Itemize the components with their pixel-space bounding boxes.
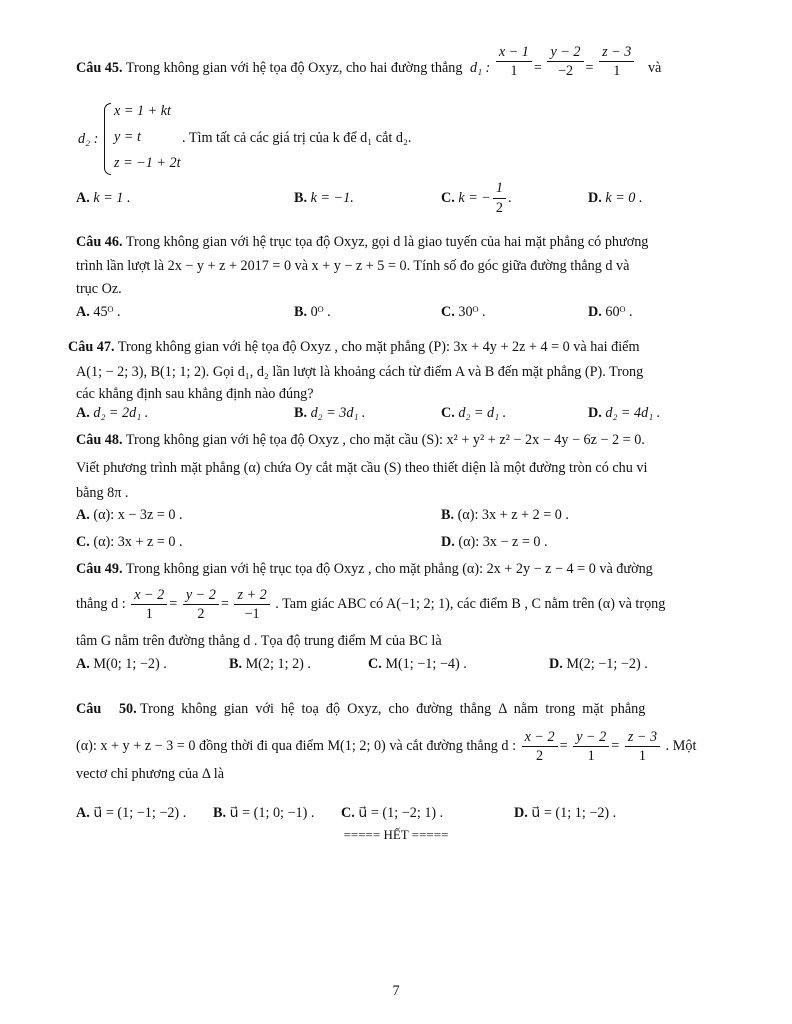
q49-option-d [549, 656, 648, 673]
page-number: 7 [392, 983, 400, 999]
q50-f3-num: z − 3 [625, 729, 660, 747]
q50-line2-suffix: . Một [665, 738, 697, 755]
q50-f3-den: 1 [638, 748, 646, 765]
q46-line1 [76, 234, 648, 250]
q45-d1-f3-num: z − 3 [599, 44, 634, 62]
q49-option-c [368, 656, 467, 673]
q45-option-d-val: k = 0 . [605, 190, 643, 206]
q45-d2-l3: z = −1 + 2t [114, 155, 181, 171]
q48-option-b-val: (α): 3x + z + 2 = 0 . [457, 507, 569, 523]
q45-text2: . Tìm tất cả các giá trị của k để d₁ cắt d₂. [182, 130, 412, 146]
q49-f1-num: x − 2 [131, 587, 167, 605]
q50-option-c-val: u⃗ = (1; −2; 1) . [358, 805, 444, 821]
q50-option-d [514, 805, 616, 822]
q49-option-b-val: M(2; 1; 2) . [245, 656, 311, 672]
q50-option-a-key: A. [76, 805, 90, 821]
q48-option-b-key: B. [441, 507, 455, 523]
q50-option-a [76, 805, 186, 822]
q46-option-b-val: 0ᴼ . [310, 304, 331, 320]
q48-line1-text: Trong không gian với hệ tọa độ Oxyz , cho mặt cầu (S): x² + y² + z² − 2x − 4y − 6z − 2 = 0. [125, 432, 645, 448]
q45-option-d [588, 190, 643, 207]
q47-line1 [68, 339, 640, 355]
q48-line1 [76, 432, 645, 448]
q50-option-b-val: u⃗ = (1; 0; −1) . [229, 805, 315, 821]
end-marker: ===== HẾT ===== [343, 827, 449, 842]
q45-option-c-suffix: . [507, 189, 512, 206]
q50-option-c-key: C. [341, 805, 355, 821]
q47-option-b-val: d₂ = 3d₁ . [310, 405, 366, 421]
q49-line2-prefix: thẳng d : [76, 596, 126, 613]
q49-option-b-key: B. [229, 656, 243, 672]
q50-option-b [213, 805, 314, 822]
q45-option-a [76, 190, 131, 207]
q49-f1-den: 1 [145, 606, 153, 623]
q47-option-d-key: D. [588, 405, 602, 421]
q50-line1 [76, 701, 645, 717]
q46-option-c-val: 30ᴼ . [458, 304, 486, 320]
q50-line3: vectơ chỉ phương của Δ là [76, 766, 225, 782]
q46-label: Câu 46. [76, 234, 123, 250]
q49-option-a-val: M(0; 1; −2) . [93, 656, 167, 672]
q47-option-a-key: A. [76, 405, 90, 421]
q46-option-d [588, 304, 633, 321]
q47-line1-text: Trong không gian với hệ tọa độ Oxyz , cho mặt phẳng (P): 3x + 4y + 2z + 4 = 0 và hai điểm [117, 339, 640, 355]
q45-d1-f2-den: −2 [557, 63, 574, 80]
q46-line1-text: Trong không gian với hệ trục tọa độ Oxyz, gọi d là giao tuyến của hai mặt phẳng có phương [125, 234, 649, 250]
q49-option-b [229, 656, 311, 673]
q50-f1-den: 2 [536, 748, 544, 765]
q48-option-c [76, 534, 183, 551]
q49-option-d-key: D. [549, 656, 563, 672]
q47-option-c [441, 405, 506, 422]
q46-option-a-val: 45ᴼ . [93, 304, 121, 320]
q48-option-a-key: A. [76, 507, 90, 523]
q50-f2-num: y − 2 [573, 729, 609, 747]
q47-option-a [76, 405, 148, 422]
q45-option-c-num: 1 [493, 180, 506, 199]
q50-f2-den: 1 [587, 748, 595, 765]
q45-d1-f3-den: 1 [613, 63, 621, 80]
q49-f3-num: z + 2 [234, 587, 269, 605]
q46-option-a-key: A. [76, 304, 90, 320]
q45-d2-name: d₂ : [78, 131, 99, 147]
q47-option-c-val: d₂ = d₁ . [458, 405, 507, 421]
q49-option-a-key: A. [76, 656, 90, 672]
q45-option-a-val: k = 1 . [93, 190, 131, 206]
q49-option-c-key: C. [368, 656, 382, 672]
q50-line2: (α): x + y + z − 3 = 0 đồng thời đi qua điểm M(1; 2; 0) và cắt đường thẳng d : $\frac{x - 2}{2}$ = $\frac{y - 2}{1}$ = $\frac{z - 3}{1}$ . Một [76, 729, 697, 765]
q46-option-d-val: 60ᴼ . [605, 304, 633, 320]
q45-option-d-key: D. [588, 190, 602, 206]
q49-line1-text: Trong không gian với hệ trục tọa độ Oxyz , cho mặt phẳng (α): 2x + 2y − z − 4 = 0 và đường [125, 561, 653, 577]
q48-option-d-val: (α): 3x − z = 0 . [458, 534, 548, 550]
q46-option-a [76, 304, 121, 321]
q48-option-d-key: D. [441, 534, 455, 550]
q50-line2-prefix: (α): x + y + z − 3 = 0 đồng thời đi qua điểm M(1; 2; 0) và cắt đường thẳng d : [76, 738, 517, 755]
q45-option-c-den: 2 [495, 200, 503, 216]
q45-d1-name: d₁ : [469, 60, 491, 77]
q48-option-d [441, 534, 548, 551]
q45-option-b-val: k = −1. [310, 190, 354, 206]
q47-label: Câu 47. [68, 339, 115, 355]
q49-label: Câu 49. [76, 561, 123, 577]
q45-option-c-prefix: k = − [458, 189, 491, 206]
q50-line1-text: Trong không gian với hệ toạ độ Oxyz, cho đường thẳng Δ nằm trong mặt phẳng [140, 701, 646, 717]
q49-line1 [76, 561, 653, 577]
q49-f3-den: −1 [244, 606, 260, 623]
q50-option-d-val: u⃗ = (1; 1; −2) . [531, 805, 617, 821]
q45-d2-l2: y = t [114, 129, 141, 145]
q49-option-c-val: M(1; −1; −4) . [385, 656, 467, 672]
q47-option-d [588, 405, 660, 422]
q46-line2: trình lần lượt là 2x − y + z + 2017 = 0 và x + y − z + 5 = 0. Tính số đo góc giữa đường thẳng d và [76, 258, 630, 274]
q48-option-b [441, 507, 569, 524]
q50-option-a-val: u⃗ = (1; −1; −2) . [93, 805, 187, 821]
q45-d1-f1-den: 1 [510, 63, 518, 80]
q46-option-c-key: C. [441, 304, 455, 320]
q48-line2: Viết phương trình mặt phẳng (α) chứa Oy cắt mặt cầu (S) theo thiết diện là một đường tròn có chu vi [76, 460, 648, 476]
q45-d2-l1: x = 1 + kt [114, 103, 171, 119]
q48-label: Câu 48. [76, 432, 123, 448]
q49-f2-den: 2 [197, 606, 205, 623]
q46-option-b-key: B. [294, 304, 308, 320]
q46-option-d-key: D. [588, 304, 602, 320]
q47-line3: các khẳng định sau khẳng định nào đúng? [76, 386, 314, 402]
q49-line2: thẳng d : $\frac{x - 2}{1}$ = $\frac{y - 2}{2}$ = $\frac{z + 2}{-1}$ . Tam giác ABC có A(−1; 2; 1), các điểm B , C nằm trên (α) và trọng [76, 587, 666, 623]
q49-line3: tâm G nằm trên đường thẳng d . Tọa độ trung điểm M của BC là [76, 633, 442, 649]
q45-line1: Câu 45. Trong không gian với hệ tọa độ Oxyz, cho hai đường thẳng d₁ : $\frac{x - 1}{1}$ = $\frac{y - 2}{-2}$ = $\frac{z - 3}{1}$ và [76, 44, 662, 80]
q45-label: Câu 45. [76, 60, 123, 77]
q50-option-d-key: D. [514, 805, 528, 821]
q47-option-b [294, 405, 365, 422]
q45-d1-f2-num: y − 2 [547, 44, 583, 62]
q50-option-c [341, 805, 443, 822]
q45-option-b-key: B. [294, 190, 308, 206]
q46-option-b [294, 304, 331, 321]
q47-line2: A(1; − 2; 3), B(1; 1; 2). Gọi d₁, d₂ lần lượt là khoảng cách từ điểm A và B đến mặt phẳng (P). Trong [76, 364, 644, 380]
q47-option-b-key: B. [294, 405, 308, 421]
q45-va: và [647, 60, 662, 77]
q50-option-b-key: B. [213, 805, 227, 821]
q49-option-a [76, 656, 167, 673]
q50-label: Câu 50. [76, 701, 137, 717]
q45-d1-f1-num: x − 1 [496, 44, 532, 62]
q49-f2-num: y − 2 [183, 587, 219, 605]
q46-option-c [441, 304, 486, 321]
q45-option-c-key: C. [441, 189, 455, 206]
q50-f1-num: x − 2 [522, 729, 558, 747]
q48-option-a [76, 507, 183, 524]
q49-option-d-val: M(2; −1; −2) . [566, 656, 648, 672]
q47-option-c-key: C. [441, 405, 455, 421]
q48-option-a-val: (α): x − 3z = 0 . [93, 507, 183, 523]
q46-line3: trục Oz. [76, 281, 122, 297]
q45-option-b [294, 190, 354, 207]
q47-option-a-val: d₂ = 2d₁ . [93, 405, 149, 421]
q48-line3: bằng 8π . [76, 485, 129, 501]
q45-brace [104, 103, 111, 175]
q48-option-c-val: (α): 3x + z = 0 . [93, 534, 183, 550]
q45-option-a-key: A. [76, 190, 90, 206]
q47-option-d-val: d₂ = 4d₁ . [605, 405, 661, 421]
q49-line2-suffix: . Tam giác ABC có A(−1; 2; 1), các điểm B , C nằm trên (α) và trọng [275, 596, 666, 613]
q48-option-c-key: C. [76, 534, 90, 550]
q45-text1: Trong không gian với hệ tọa độ Oxyz, cho hai đường thẳng [125, 60, 463, 77]
q45-option-c [441, 180, 512, 217]
